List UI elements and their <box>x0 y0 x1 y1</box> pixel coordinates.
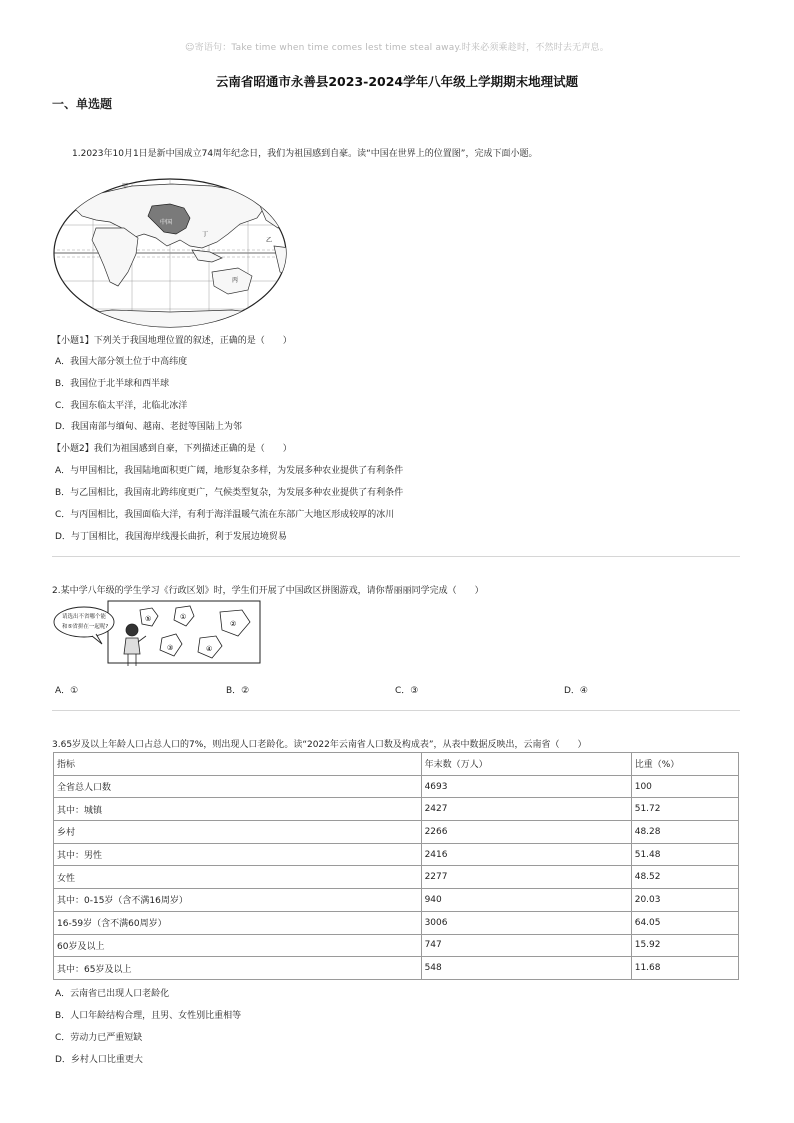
table-cell: 其中：城镇 <box>54 798 422 821</box>
bing-label: 丙 <box>232 277 239 284</box>
table-cell: 20.03 <box>631 889 738 912</box>
section-heading: 一、单选题 <box>52 97 113 111</box>
table-header-cell: 指标 <box>54 753 422 776</box>
world-map-figure <box>52 176 290 332</box>
table-cell: 548 <box>421 957 631 980</box>
table-cell: 4693 <box>421 775 631 798</box>
piece-5-label: ⑤ <box>145 615 152 623</box>
q2-option-b[interactable]: B．② <box>226 686 250 696</box>
speech-bubble <box>54 607 114 637</box>
table-cell: 64.05 <box>631 911 738 934</box>
table-cell: 2277 <box>421 866 631 889</box>
table-cell: 51.72 <box>631 798 738 821</box>
piece-2-label: ② <box>230 620 237 628</box>
q1-sub2-option-a[interactable]: A．与甲国相比，我国陆地面积更广阔，地形复杂多样，为发展多种农业提供了有利条件 <box>55 466 404 476</box>
q3-option-d[interactable]: D．乡村人口比重更大 <box>55 1055 143 1065</box>
q2-option-d[interactable]: D．④ <box>564 686 588 696</box>
table-cell: 其中：男性 <box>54 843 422 866</box>
table-row <box>54 911 739 934</box>
table-row <box>54 821 739 844</box>
divider <box>52 556 740 557</box>
table-cell: 2427 <box>421 798 631 821</box>
table-row <box>54 957 739 980</box>
table-cell: 其中：65岁及以上 <box>54 957 422 980</box>
table-cell: 48.28 <box>631 821 738 844</box>
bubble-tail <box>92 634 102 644</box>
puzzle-figure <box>52 600 262 668</box>
piece-3-label: ③ <box>167 644 174 652</box>
table-row <box>54 775 739 798</box>
q3-stem: 3.65岁及以上年龄人口占总人口的7%，则出现人口老龄化。读“2022年云南省人口数及构成表”，从表中数据反映出，云南省（ ） <box>52 740 587 750</box>
table-cell: 48.52 <box>631 866 738 889</box>
table-cell: 15.92 <box>631 934 738 957</box>
table-header-cell: 年末数（万人） <box>421 753 631 776</box>
table-header-row <box>54 753 739 776</box>
piece-1-label: ① <box>180 613 187 621</box>
greenland-shape <box>56 188 76 204</box>
q3-option-b[interactable]: B．人口年龄结构合理，且男、女性别比重相等 <box>55 1011 242 1021</box>
table-header-cell: 比重（%） <box>631 753 738 776</box>
table-row <box>54 866 739 889</box>
q1-sub2-stem: 【小题2】我们为祖国感到自豪，下列描述正确的是（ ） <box>52 444 292 454</box>
q1-sub1-option-d[interactable]: D．我国南部与缅甸、越南、老挝等国陆上为邻 <box>55 422 242 432</box>
ding-label: 丁 <box>202 231 209 238</box>
q1-sub2-option-b[interactable]: B．与乙国相比，我国南北跨纬度更广，气候类型复杂，为发展多种农业提供了有利条件 <box>55 488 404 498</box>
q3-option-a[interactable]: A．云南省已出现人口老龄化 <box>55 989 170 999</box>
table-cell: 60岁及以上 <box>54 934 422 957</box>
table-cell: 2416 <box>421 843 631 866</box>
table-cell: 乡村 <box>54 821 422 844</box>
table-row <box>54 934 739 957</box>
table-cell: 全省总人口数 <box>54 775 422 798</box>
table-cell: 女性 <box>54 866 422 889</box>
table-cell: 3006 <box>421 911 631 934</box>
q1-stem: 1.2023年10月1日是新中国成立74周年纪念日，我们为祖国感到自豪。读“中国在世界上的位置图”，完成下面小题。 <box>72 149 538 159</box>
q2-option-c[interactable]: C．③ <box>395 686 419 696</box>
q2-stem: 2.某中学八年级的学生学习《行政区划》时，学生们开展了中国政区拼图游戏，请你帮丽丽同学完成（ ） <box>52 586 484 596</box>
table-cell: 747 <box>421 934 631 957</box>
q3-option-c[interactable]: C．劳动力已严重短缺 <box>55 1033 143 1043</box>
antarctica-shape <box>62 310 282 332</box>
yi-label: 乙 <box>266 237 273 244</box>
table-row <box>54 843 739 866</box>
table-cell: 100 <box>631 775 738 798</box>
jia-label: 甲 <box>122 183 129 190</box>
divider <box>52 710 740 711</box>
table-cell: 11.68 <box>631 957 738 980</box>
q1-sub2-option-c[interactable]: C．与丙国相比，我国面临大洋，有利于海洋温暖气流在东部广大地区形成较厚的冰川 <box>55 510 395 520</box>
q1-sub2-option-d[interactable]: D．与丁国相比，我国海岸线漫长曲折，利于发展边境贸易 <box>55 532 287 542</box>
q1-sub1-option-b[interactable]: B．我国位于北半球和西半球 <box>55 379 170 389</box>
table-row <box>54 889 739 912</box>
table-row <box>54 798 739 821</box>
population-table <box>53 752 739 980</box>
q1-sub1-option-c[interactable]: C．我国东临太平洋，北临北冰洋 <box>55 401 188 411</box>
piece-4-label: ④ <box>206 645 213 653</box>
china-label: 中国 <box>160 219 173 226</box>
motto-line: ☺寄语句：Take time when time comes lest time steal away.时来必须乘趁时，不然时去无声息。 <box>185 43 609 53</box>
bubble-line-1: 请选出不省哪个能 <box>62 614 107 620</box>
bubble-line-2: 和⑤省拼在一起呢? <box>62 624 109 630</box>
table-cell: 940 <box>421 889 631 912</box>
page-title: 云南省昭通市永善县2023-2024学年八年级上学期期末地理试题 <box>215 74 579 89</box>
q2-option-a[interactable]: A．① <box>55 686 79 696</box>
table-cell: 16-59岁（含不满60周岁） <box>54 911 422 934</box>
table-cell: 51.48 <box>631 843 738 866</box>
table-cell: 其中：0-15岁（含不满16周岁） <box>54 889 422 912</box>
q1-sub1-stem: 【小题1】下列关于我国地理位置的叙述，正确的是（ ） <box>52 336 292 346</box>
table-cell: 2266 <box>421 821 631 844</box>
q1-sub1-option-a[interactable]: A．我国大部分领土位于中高纬度 <box>55 357 188 367</box>
